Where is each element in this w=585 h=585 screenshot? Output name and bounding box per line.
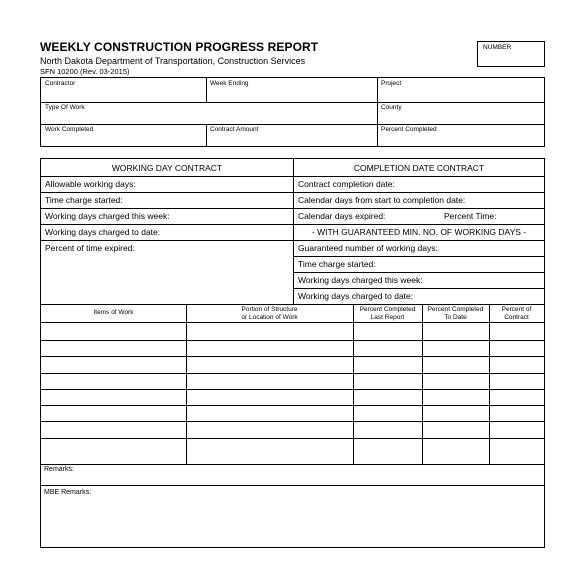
project-field[interactable] [377,78,544,102]
time-charge-label: Time charge started: [45,195,123,205]
main-form [40,158,545,548]
guaranteed-heading: - WITH GUARANTEED MIN. NO. OF WORKING DAYS - [311,227,527,237]
percent-completed-field[interactable] [377,124,544,146]
contract-amount-field[interactable] [206,124,377,146]
col-percent-to-date: Percent Completed To Date [427,306,484,321]
charged-week-label: Working days charged this week: [45,211,170,221]
county-label: County [381,104,402,111]
contractor-label: Contractor [45,80,76,87]
completion-date-heading: COMPLETION DATE CONTRACT [353,163,485,173]
percent-expired-label: Percent of time expired: [45,243,135,253]
col-percent-of-contract: Percent of Contract [501,306,532,321]
contract-amount-label: Contract Amount [210,126,259,133]
percent-time-label: Percent Time: [444,211,497,221]
charged-date-right-label: Working days charged to date: [298,291,414,301]
charged-date-label: Working days charged to date: [45,227,161,237]
week-ending-field[interactable] [206,78,377,102]
col-portion-of-structure: Portion of Structure or Location of Work [241,306,298,321]
type-of-work-label: Type Of Work [45,104,85,111]
mbe-remarks-label: MBE Remarks: [44,489,92,496]
charged-week-right-label: Working days charged this week: [298,275,423,285]
form-id: SFN 10200 (Rev. 03-2015) [40,67,130,76]
working-day-heading: WORKING DAY CONTRACT [111,163,223,173]
number-label: NUMBER [483,44,512,51]
col-percent-last-report: Percent Completed Last Report [359,306,416,321]
allowable-days-label: Allowable working days: [45,179,136,189]
calendar-days-expired-label: Calendar days expired: [298,211,386,221]
number-field[interactable] [477,41,545,67]
work-completed-label: Work Completed [45,126,94,133]
remarks-label: Remarks: [44,466,74,473]
work-completed-field[interactable] [41,124,206,146]
type-of-work-field[interactable] [41,102,377,124]
completion-date-label: Contract completion date: [298,179,395,189]
contractor-field[interactable] [41,78,206,102]
department-name: North Dakota Department of Transportation, Construction Services [40,56,306,66]
calendar-days-start-label: Calendar days from start to completion date: [298,195,466,205]
info-grid [40,77,545,147]
percent-completed-label: Percent Completed [381,126,437,133]
time-charge-right-label: Time charge started: [298,259,376,269]
project-label: Project [381,80,402,87]
col-items-of-work: Items of Work [93,309,134,316]
county-field[interactable] [377,102,544,124]
week-ending-label: Week Ending [210,80,249,87]
report-title: WEEKLY CONSTRUCTION PROGRESS REPORT [40,40,319,54]
guaranteed-number-label: Guaranteed number of working days: [298,243,438,253]
